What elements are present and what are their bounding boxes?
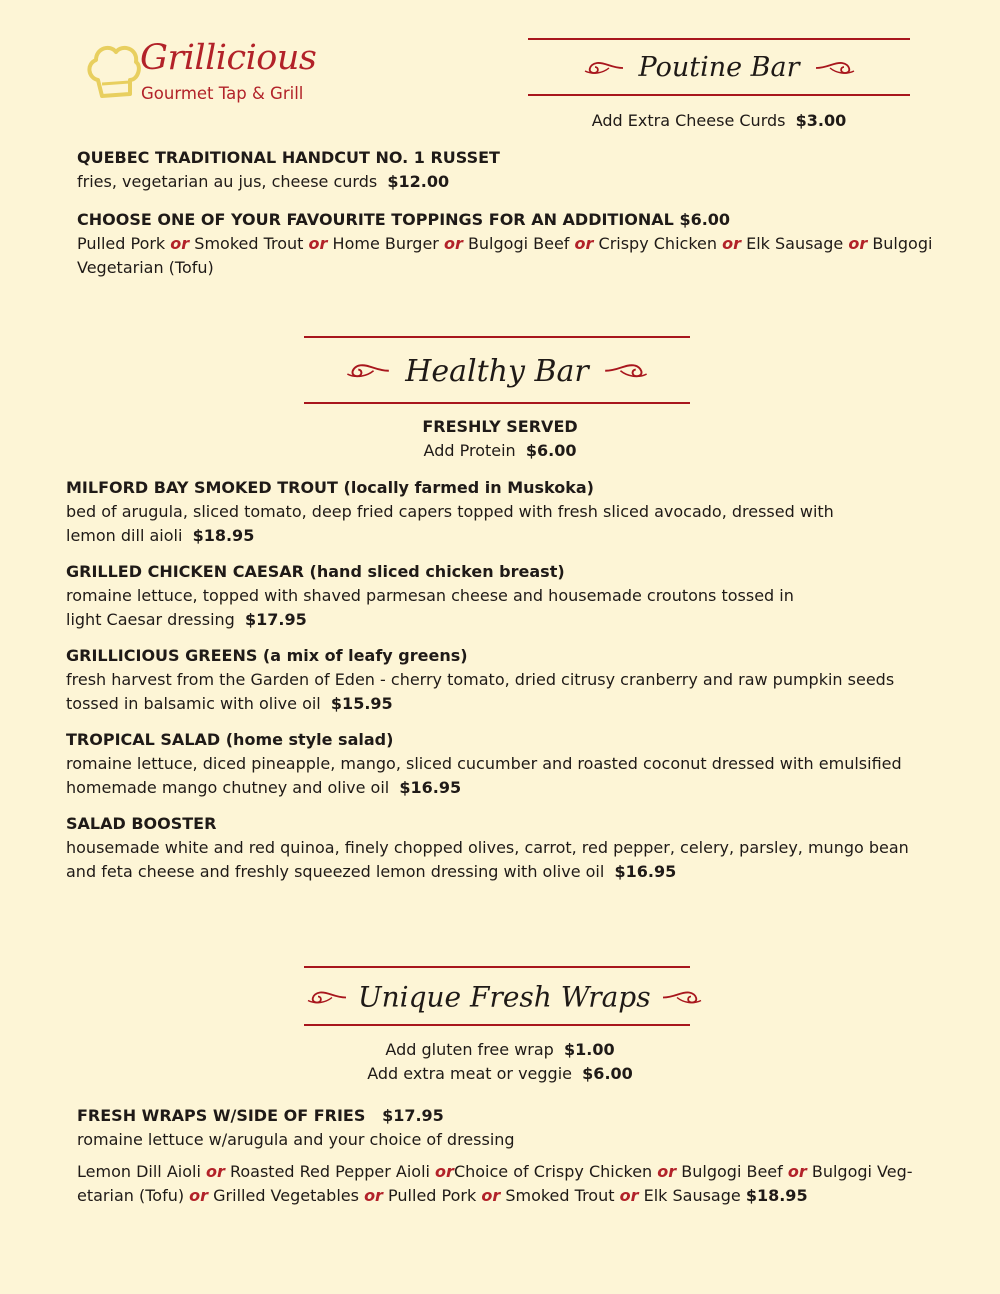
item-description-text: lemon dill aioli: [66, 526, 183, 545]
add-protein-price: $6.00: [525, 441, 577, 460]
banner-rule-top: [304, 966, 690, 968]
item-description-text: fries, vegetarian au jus, cheese curds: [77, 172, 378, 191]
wrap-option: Choice of Crispy Chicken: [453, 1162, 653, 1181]
left-swirl-ornament: [581, 59, 625, 77]
item-description-line1: housemade white and red quinoa, finely chopped olives, carrot, red pepper, celery, parsley, mungo bean: [66, 838, 909, 857]
item-price: $18.95: [192, 526, 255, 545]
healthy-bar-banner: [304, 336, 690, 404]
or-separator: or: [481, 1186, 501, 1205]
gluten-free-wrap-price: $1.00: [563, 1040, 615, 1059]
poutine-traditional-item: [77, 146, 937, 194]
item-price: $16.95: [399, 778, 462, 797]
item-price: $16.95: [614, 862, 677, 881]
or-separator: or: [170, 234, 190, 253]
item-price: $12.00: [387, 172, 450, 191]
right-swirl-ornament: [814, 59, 858, 77]
item-description-line2: [66, 524, 946, 548]
salad-item-grillicious-greens: [66, 644, 966, 716]
banner-rule-bottom: [304, 1024, 690, 1026]
item-description: [77, 170, 937, 194]
salad-item-chicken-caesar: [66, 560, 946, 632]
left-swirl-ornament: [343, 361, 391, 381]
wrap-option: Roasted Red Pepper Aioli: [229, 1162, 430, 1181]
poutine-toppings-item: [77, 208, 957, 280]
left-swirl-ornament: [304, 988, 348, 1006]
item-name: FRESH WRAPS W/SIDE OF FRIES: [77, 1106, 366, 1125]
item-name: GRILLICIOUS GREENS (a mix of leafy greens): [66, 646, 468, 665]
salad-item-salad-booster: [66, 812, 966, 884]
item-price: $15.95: [330, 694, 393, 713]
wrap-option: Grilled Vegetables: [213, 1186, 359, 1205]
banner-rule-bottom: [528, 94, 910, 96]
or-separator: or: [435, 1162, 454, 1181]
gluten-free-wrap-line: [0, 1038, 1000, 1062]
wrap-options-price: $18.95: [745, 1186, 808, 1205]
wrap-options: [77, 1160, 957, 1208]
topping-option: Smoked Trout: [194, 234, 304, 253]
item-name: GRILLED CHICKEN CAESAR (hand sliced chicken breast): [66, 562, 565, 581]
poutine-bar-title: Poutine Bar: [638, 52, 800, 83]
poutine-bar-banner: [528, 38, 910, 96]
chef-hat-icon: [84, 40, 142, 100]
wrap-option: Elk Sausage: [643, 1186, 741, 1205]
fresh-wraps-title: Unique Fresh Wraps: [358, 980, 651, 1014]
item-description-text: tossed in balsamic with olive oil: [66, 694, 321, 713]
extra-cheese-curds-line: [528, 109, 910, 133]
item-description-line2: [66, 692, 966, 716]
wrap-option: Lemon Dill Aioli: [77, 1162, 201, 1181]
salad-item-tropical: [66, 728, 966, 800]
extra-cheese-curds-label: Add Extra Cheese Curds: [591, 111, 786, 130]
extra-cheese-curds-price: $3.00: [795, 111, 847, 130]
or-separator: or: [848, 234, 868, 253]
add-protein-label: Add Protein: [423, 441, 516, 460]
banner-rule-bottom: [304, 402, 690, 404]
freshly-served-heading: [0, 415, 1000, 439]
wrap-option: Bulgogi Veg-: [811, 1162, 913, 1181]
item-name: TROPICAL SALAD (home style salad): [66, 730, 394, 749]
extra-meat-price: $6.00: [582, 1064, 633, 1083]
banner-rule-top: [528, 38, 910, 40]
wrap-options-line2: [77, 1184, 957, 1208]
toppings-heading: CHOOSE ONE OF YOUR FAVOURITE TOPPINGS FOR AN ADDITIONAL $6.00: [77, 210, 731, 229]
gluten-free-wrap-label: Add gluten free wrap: [385, 1040, 554, 1059]
item-description-line1: bed of arugula, sliced tomato, deep fried capers topped with fresh sliced avocado, dressed with: [66, 502, 834, 521]
item-description-line2: [66, 776, 966, 800]
wrap-options-line1: [77, 1160, 957, 1184]
restaurant-logo: [84, 38, 344, 108]
item-name: SALAD BOOSTER: [66, 814, 217, 833]
topping-option: Pulled Pork: [77, 234, 166, 253]
right-swirl-ornament: [661, 988, 705, 1006]
right-swirl-ornament: [603, 361, 651, 381]
item-name-line: [77, 1104, 957, 1128]
wrap-item: [77, 1104, 957, 1152]
item-description-line1: fresh harvest from the Garden of Eden - cherry tomato, dried citrusy cranberry and raw pumpkin seeds: [66, 670, 895, 689]
or-separator: or: [619, 1186, 639, 1205]
toppings-options: [77, 232, 957, 256]
or-separator: or: [574, 234, 594, 253]
or-separator: or: [722, 234, 741, 253]
topping-option: Home Burger: [332, 234, 439, 253]
topping-option: Crispy Chicken: [598, 234, 717, 253]
wrap-option: Bulgogi Beef: [681, 1162, 783, 1181]
topping-option: Bulgogi Beef: [467, 234, 570, 253]
item-price: $17.95: [244, 610, 307, 629]
or-separator: or: [205, 1162, 225, 1181]
add-protein-line: [0, 439, 1000, 463]
item-description: romaine lettuce w/arugula and your choice of dressing: [77, 1130, 515, 1149]
topping-option: Elk Sausage: [746, 234, 844, 253]
item-name: QUEBEC TRADITIONAL HANDCUT NO. 1 RUSSET: [77, 148, 500, 167]
logo-tagline: Gourmet Tap & Grill: [141, 84, 304, 103]
or-separator: or: [189, 1186, 209, 1205]
freshly-served-label: FRESHLY SERVED: [422, 417, 578, 436]
item-price: $17.95: [382, 1106, 444, 1125]
logo-name: Grillicious: [140, 38, 317, 78]
item-name: MILFORD BAY SMOKED TROUT (locally farmed in Muskoka): [66, 478, 594, 497]
wrap-option: Pulled Pork: [388, 1186, 477, 1205]
item-description-text: light Caesar dressing: [66, 610, 235, 629]
or-separator: or: [443, 234, 463, 253]
salad-item-smoked-trout: [66, 476, 946, 548]
toppings-options-continued: Vegetarian (Tofu): [77, 258, 214, 277]
item-description-text: homemade mango chutney and olive oil: [66, 778, 390, 797]
wrap-option: Smoked Trout: [505, 1186, 615, 1205]
extra-meat-label: Add extra meat or veggie: [367, 1064, 572, 1083]
extra-meat-line: [0, 1062, 1000, 1086]
item-description-text: and feta cheese and freshly squeezed lemon dressing with olive oil: [66, 862, 605, 881]
or-separator: or: [308, 234, 328, 253]
wrap-option: etarian (Tofu): [77, 1186, 185, 1205]
healthy-bar-title: Healthy Bar: [405, 353, 589, 389]
item-description-line2: [66, 608, 946, 632]
banner-rule-top: [304, 336, 690, 338]
item-description-line2: [66, 860, 966, 884]
or-separator: or: [787, 1162, 807, 1181]
or-separator: or: [657, 1162, 677, 1181]
or-separator: or: [364, 1186, 383, 1205]
item-description-line1: romaine lettuce, diced pineapple, mango, sliced cucumber and roasted coconut dressed with emulsified: [66, 754, 902, 773]
fresh-wraps-banner: [304, 966, 690, 1026]
topping-option: Bulgogi: [872, 234, 933, 253]
item-description-line1: romaine lettuce, topped with shaved parmesan cheese and housemade croutons tossed in: [66, 586, 794, 605]
